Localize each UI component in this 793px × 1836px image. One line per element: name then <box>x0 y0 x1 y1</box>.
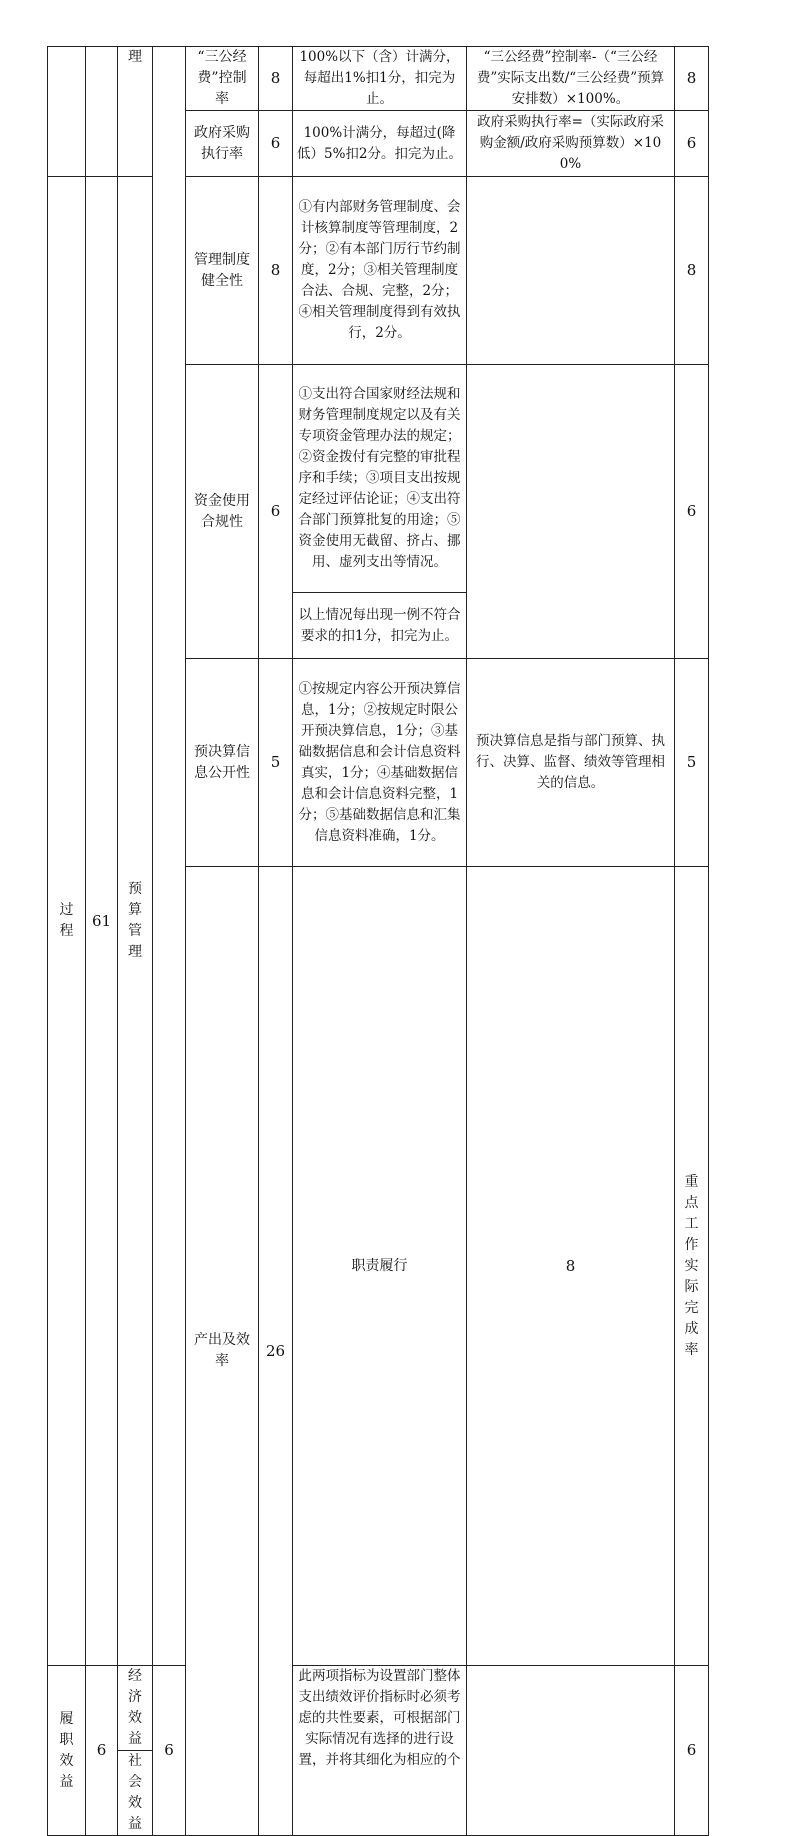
weight-cell: 8 <box>259 177 293 365</box>
criteria-cell: 100%计满分，每超过(降低）5%扣2分。扣完为止。 <box>293 111 467 177</box>
level2-weight-cell: 8 <box>467 867 675 1666</box>
weight-cell: 6 <box>259 111 293 177</box>
score-cell: 8 <box>675 177 709 365</box>
criteria-cell: 此两项指标为设置部门整体支出绩效评价指标时必须考虑的共性要素，可根据部门实际情况有选择的进行设置，并将其细化为相应的个 <box>293 1666 467 1836</box>
note-cell <box>467 365 675 659</box>
criteria-cell: 100%以下（含）计满分，每超出1%扣1分，扣完为止。 <box>293 47 467 111</box>
indicator-cell-social: 社会效益 <box>118 1751 153 1836</box>
level2-cell: 理 <box>118 47 153 177</box>
note-cell <box>467 1666 675 1836</box>
criteria-cell-deduction: 以上情况每出现一例不符合要求的扣1分，扣完为止。 <box>293 593 467 659</box>
level2-benefit-cell: 履职效益 <box>48 1666 86 1836</box>
level1-weight-cell-empty <box>86 47 118 177</box>
indicator-cell-economic: 经济效益 <box>118 1666 153 1751</box>
level2-duty-cell: 职责履行 <box>293 867 467 1666</box>
criteria-cell: ①支出符合国家财经法规和财务管理制度规定以及有关专项资金管理办法的规定；②资金拨付有完整的审批程序和手续；③项目支出按规定经过评估论证；④支出符合部门预算批复的用途；⑤资金使用无截留、挤占、挪用、虚列支出等情况。 <box>293 365 467 593</box>
criteria-cell: ①有内部财务管理制度、会计核算制度等管理制度，2分；②有本部门厉行节约制度，2分；③相关管理制度合法、合规、完整，2分；④相关管理制度得到有效执行，2分。 <box>293 177 467 365</box>
note-cell: 预决算信息是指与部门预算、执行、决算、监督、绩效等管理相关的信息。 <box>467 659 675 867</box>
indicator-cell: 资金使用合规性 <box>186 365 259 659</box>
indicator-cell: 预决算信息公开性 <box>186 659 259 867</box>
indicator-cell: 政府采购执行率 <box>186 111 259 177</box>
criteria-cell: ①按规定内容公开预决算信息，1分；②按规定时限公开预决算信息，1分；③基础数据信息和会计信息资料真实，1分；④基础数据信息和会计信息资料完整，1分；⑤基础数据信息和汇集信息资料准确，1分。 <box>293 659 467 867</box>
note-cell: “三公经费”控制率-（“三公经费”实际支出数/“三公经费”预算安排数）×100%。 <box>467 47 675 111</box>
weight-cell: 5 <box>259 659 293 867</box>
score-cell: 6 <box>675 365 709 659</box>
note-cell: 政府采购执行率=（实际政府采购金额/政府采购预算数）×100% <box>467 111 675 177</box>
indicator-cell: 管理制度健全性 <box>186 177 259 365</box>
level1-weight-cell: 26 <box>259 867 293 1836</box>
score-cell: 6 <box>675 1666 709 1836</box>
weight-cell: 6 <box>153 1666 186 1836</box>
indicator-cell: “三公经费”控制率 <box>186 47 259 111</box>
score-cell: 8 <box>675 47 709 111</box>
score-cell: 6 <box>675 111 709 177</box>
level1-output-cell: 产出及效率 <box>186 867 259 1836</box>
score-cell: 5 <box>675 659 709 867</box>
level1-cell-empty <box>48 47 86 177</box>
level1-weight-cell: 61 <box>86 177 118 1666</box>
level2-weight-cell: 6 <box>86 1666 118 1836</box>
table-row <box>48 1666 709 1751</box>
table-row <box>48 177 709 365</box>
performance-evaluation-table <box>47 46 709 1836</box>
indicator-cell: 重点工作实际完成率 <box>675 867 709 1666</box>
weight-cell: 8 <box>259 47 293 111</box>
note-cell <box>467 177 675 365</box>
level1-process-cell: 过程 <box>48 177 86 1666</box>
level2-budget-management-cell: 预算管理 <box>118 177 153 1666</box>
table-row <box>48 47 709 111</box>
level2-weight-cell-empty <box>153 47 186 1666</box>
weight-cell: 6 <box>259 365 293 659</box>
